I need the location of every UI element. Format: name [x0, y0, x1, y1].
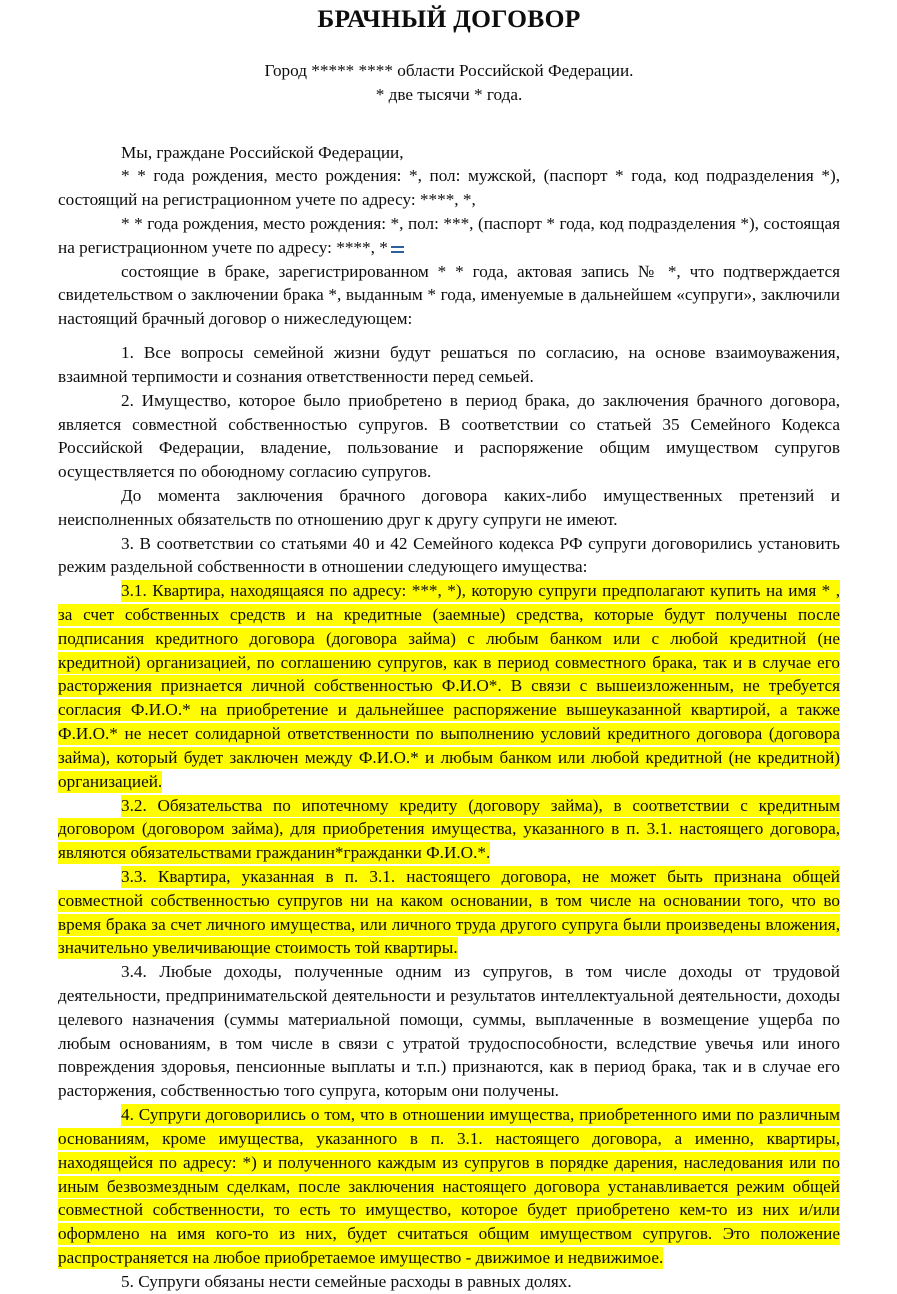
spacer [58, 108, 840, 121]
preamble-marriage: состоящие в браке, зарегистрированном * * года, актовая запись № *, что подтверждается свидетельством о заключении брака *, выданным * года, именуемые в дальнейшем «супруги», заключили настоящий брачный договор о нижеследующем: [58, 261, 840, 329]
preamble-spouse-1: * * года рождения, место рождения: *, пол: мужской, (паспорт * года, код подразделения *), состоящий на регистрационном учете по адресу: ****, *, [58, 166, 840, 210]
document-subtitle [58, 59, 840, 108]
spacer [58, 331, 840, 341]
page-title: БРАЧНЫЙ ДОГОВОР [317, 4, 581, 33]
clause-3-3-text: 3.3. Квартира, указанная в п. 3.1. настоящего договора, не может быть признана общей совместной собственностью супругов ни на каком основании, в том числе на основании того, что во время брака за счет личного имущества, или личного труда другого супруга были произведены вложения, значительно увеличивающие стоимость той квартиры. [58, 866, 840, 958]
clause-4-text: 4. Супруги договорились о том, что в отношении имущества, приобретенного ими по различным основаниям, кроме имущества, указанного в п. 3.1. настоящего договора, а именно, квартиры, находящейся по адресу: *) и полученного каждым из супругов в порядке дарения, наследования или по иным безвозмездным сделкам, после заключения настоящего договора устанавливается режим общей совместной собственности, то есть то имущество, которое будет приобретено кем-то из них и/или оформлено на имя кого-то из них, будет считаться общим имуществом супругов. Это положение распространяется на любое приобретаемое имущество - движимое и недвижимое. [58, 1105, 840, 1267]
place-line: Город ***** **** области Российской Федерации. [264, 60, 634, 80]
clause-1: 1. Все вопросы семейной жизни будут решаться по согласию, на основе взаимоуважения, взаимной терпимости и сознания ответственности перед семьей. [58, 343, 840, 386]
clause-3-1-text: 3.1. Квартира, находящаяся по адресу: ***, *), которую супруги предполагают купить на имя * , за счет собственных средств и на кредитные (заемные) средства, которые будут получены после подписания кредитного договора (договора займа) с любым банком или с любой кредитной (не кредитной) организацией, по соглашению супругов, как в период совместного брака, так и в случае его расторжения признается личной собственностью Ф.И.О*. В связи с вышеизложенным, не требуется согласия Ф.И.О.* на приобретение и дальнейшее распоряжение вышеуказанной квартирой, а также Ф.И.О.* не несет солидарной ответственности по выполнению условий кредитного договора (договора займа), который будет заключен между Ф.И.О.* и любым банком или любой кредитной (не кредитной) организацией. [58, 581, 840, 791]
clause-3-2 [58, 794, 840, 865]
clause-2: 2. Имущество, которое было приобретено в период брака, до заключения брачного договора, является совместной собственностью супругов. В соответствии со статьей 35 Семейного Кодекса Российской Федерации, владение, пользование и распоряжение общим имуществом супругов осуществляется по обоюдному согласию супругов. [58, 390, 840, 482]
date-line: * две тысячи * года. [375, 85, 523, 105]
preamble-spouse-2 [58, 212, 840, 260]
clause-3-2-text: 3.2. Обязательства по ипотечному кредиту (договору займа), в соответствии с кредитным договором (договором займа), для приобретения имущества, указанного в п. 3.1. настоящего договора, являются обязательствами гражданин*гражданки Ф.И.О.*. [58, 795, 840, 863]
clause-4 [58, 1103, 840, 1270]
clause-3: 3. В соответствии со статьями 40 и 42 Семейного кодекса РФ супруги договорились установить режим раздельной собственности в отношении следующего имущества: [58, 533, 840, 577]
preamble-intro: Мы, граждане Российской Федерации, [121, 142, 404, 162]
preamble-spouse-2-text: * * года рождения, место рождения: *, пол: ***, (паспорт * года, код подразделения *), состоящая на регистрационном учете по адресу: ****, * [58, 214, 840, 257]
clause-3-1 [58, 579, 840, 793]
clause-no-claims: До момента заключения брачного договора каких-либо имущественных претензий и неисполненных обязательств по отношению друг к другу супруги не имеют. [58, 485, 840, 529]
clause-3-3 [58, 865, 840, 960]
clause-3-4: 3.4. Любые доходы, полученные одним из супругов, в том числе доходы от трудовой деятельности, предпринимательской деятельности и результатов интеллектуальной деятельности, доходы целевого назначения (суммы материальной помощи, суммы, выплаченные в возмещение ущерба по любым основаниям, в том числе в связи с утратой трудоспособности, вследствие увечья или иного повреждения здоровья, пенсионные выплаты и т.п.) признаются, как в период брака, так и в случае его расторжения, собственностью того супруга, которым они получены. [58, 962, 840, 1101]
document-body [58, 0, 840, 1294]
equals-mark-icon [391, 244, 404, 255]
clause-5: 5. Супруги обязаны нести семейные расходы в равных долях. [121, 1271, 572, 1291]
